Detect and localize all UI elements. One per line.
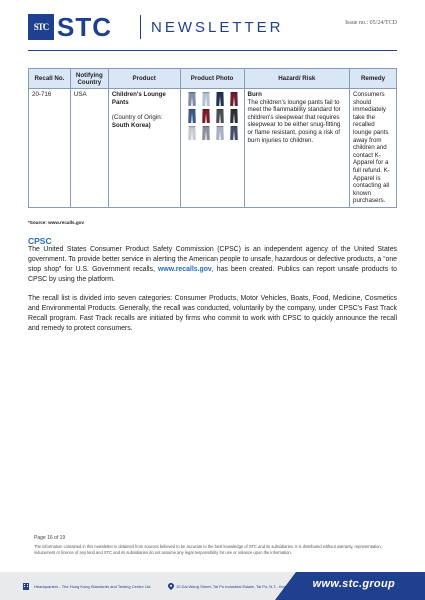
pants-thumbnail (216, 92, 224, 106)
pants-thumbnail (188, 126, 196, 140)
pants-thumbnail (230, 126, 238, 140)
cell-product-photo (180, 89, 244, 208)
headquarters-label: Headquarters - The Hong Kong Standards and Testing Centre Ltd. (34, 584, 152, 589)
pants-thumbnail (216, 126, 224, 140)
disclaimer: The information contained in this newsletter is obtained from sources believed to be accurate to the best knowledge of STC and its subsidiaries. It is distributed without warranty, representation, inducement or licence of any kind and STC and its subsidiaries do not assume any legal responsibility for use or reliance upon the information. (34, 544, 382, 555)
col-notifying-country: Notifying Country (70, 69, 108, 89)
pants-thumbnail (202, 109, 210, 123)
p1-text-after: , has been created. Publics can report unsafe products to CPSC by using the platform. (28, 266, 398, 283)
page-header (0, 0, 425, 50)
source-note: *Source: www.recalls.gov (28, 220, 84, 225)
header-rule (28, 50, 397, 51)
p1-text-before: The United States Consumer Product Safety Commission (CPSC) is an independent agency of the United States government. To provide better service in alerting the American people to unsafe, hazardous or defective products, a “one stop shop” for U.S. Government recalls, (28, 246, 397, 273)
pants-thumbnail (202, 92, 210, 106)
table-header-row (29, 69, 397, 89)
hazard-title: Burn (247, 91, 262, 98)
cell-remedy: Consumers should immediately take the recalled lounge pants away from children and contact K-Apparel for a full refund. K-Apparel is contacting all known purchasers. (350, 89, 397, 208)
stc-logo-text: STC (57, 12, 112, 42)
section-title: CPSC (28, 236, 52, 246)
building-icon (22, 582, 30, 590)
cell-country: USA (70, 89, 108, 208)
paragraph-cpsc-intro (28, 245, 397, 285)
website-link[interactable]: www.stc.group (312, 578, 395, 590)
hazard-text: The children's lounge pants fail to meet the flammability standard for children's sleepwear that requires sleepwear to be either snug-fitting or flame resistant, posing a risk of burn injuries to children. (247, 98, 341, 144)
stc-logo-mark: STC (28, 14, 54, 40)
col-product: Product (108, 69, 180, 89)
product-name: Children's Lounge Pants (111, 91, 166, 106)
recall-table (28, 68, 397, 208)
cell-product (108, 89, 180, 208)
table-row (29, 89, 397, 208)
pants-thumbnail (230, 92, 238, 106)
cell-recall-no: 20-716 (29, 89, 71, 208)
headquarters-address: 10 Dai Wang Street, Tai Po Industrial Estate, Tai Po, N.T., Hong Kong (176, 584, 299, 589)
recalls-gov-link[interactable]: www.recalls.gov (158, 266, 212, 273)
page-number: Page 16 of 19 (34, 535, 66, 541)
newsletter-title: NEWSLETTER (151, 19, 284, 36)
product-photo (184, 91, 241, 140)
pants-thumbnail (188, 92, 196, 106)
pants-thumbnail (202, 126, 210, 140)
col-product-photo: Product Photo (180, 69, 244, 89)
origin-value: South Korea) (111, 121, 151, 129)
location-pin-icon (168, 583, 174, 590)
pants-thumbnail (188, 109, 196, 123)
paragraph-recall-list: The recall list is divided into seven categories: Consumer Products, Motor Vehicles, Boats, Food, Medicine, Cosmetics and Environmental Products. Generally, the recall was conducted, voluntarily by the company, under CPSC's Fast Track Recall program. Fast Track recalls are initiated by firms who commit to work with CPSC to quickly announce the recall and remedy to protect consumers. (28, 295, 397, 332)
col-hazard-risk: Hazard/ Risk (244, 69, 350, 89)
header-divider (140, 15, 141, 39)
origin-label: (Country of Origin: (111, 114, 163, 122)
stc-logo (28, 14, 112, 40)
col-remedy: Remedy (350, 69, 397, 89)
cell-hazard (244, 89, 350, 208)
issue-number: Issue no.: 05/24/TCD (345, 20, 397, 26)
pants-thumbnail (216, 109, 224, 123)
pants-thumbnail (230, 109, 238, 123)
col-recall-no: Recall No. (29, 69, 71, 89)
